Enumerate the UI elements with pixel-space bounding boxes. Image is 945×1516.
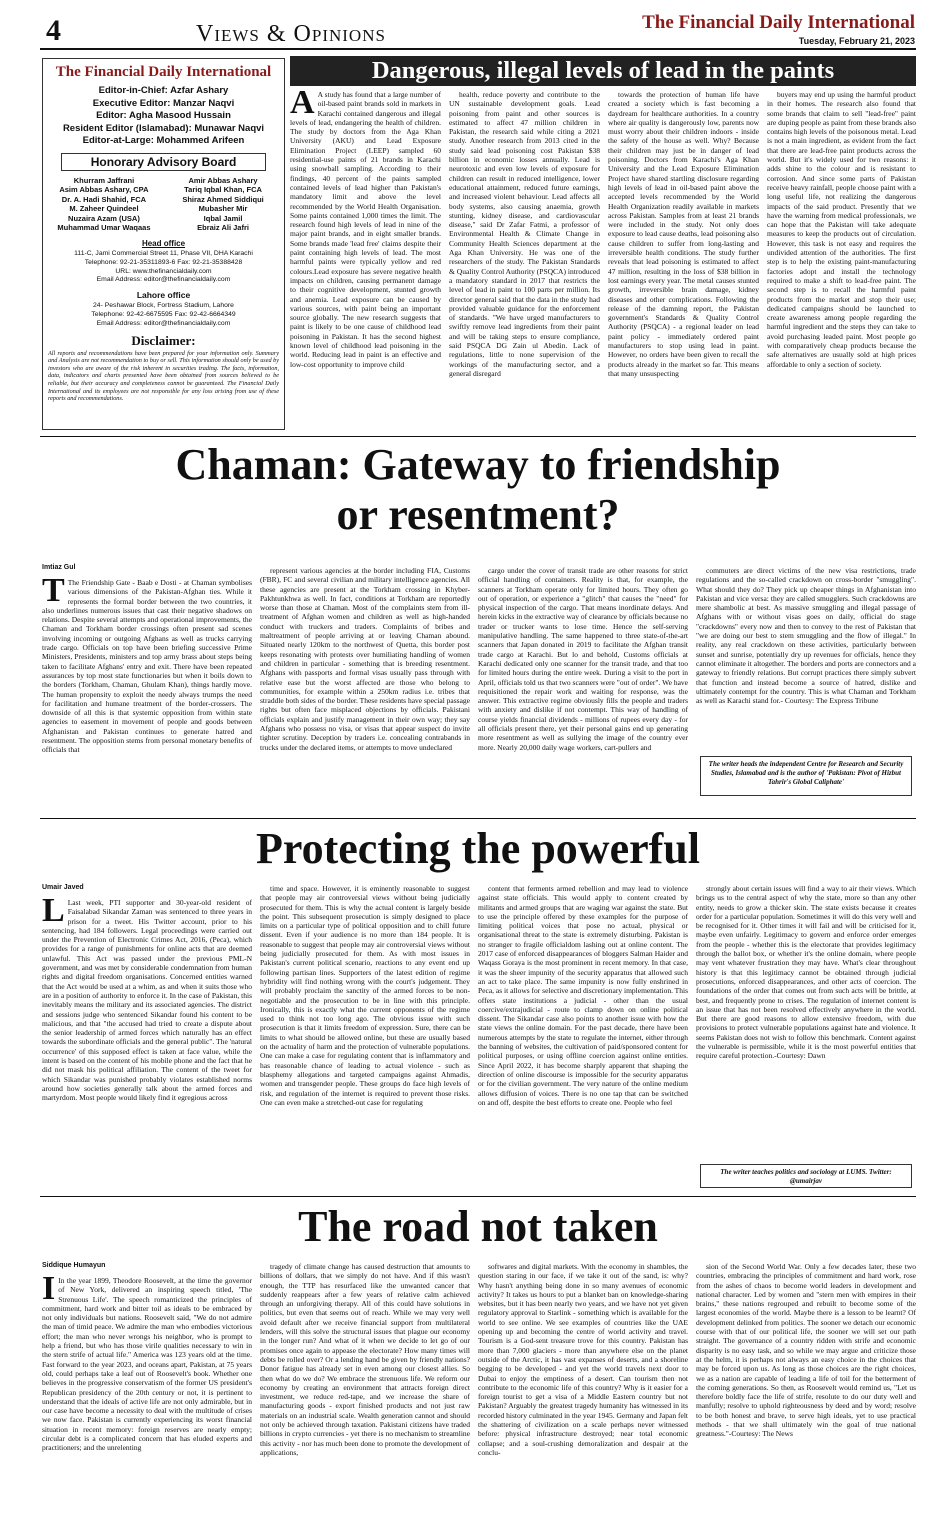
- address-line: Email Address: editor@thefinancialdaily.com: [96, 276, 231, 284]
- chaman-column-1: [42, 578, 252, 816]
- head-office-address: [43, 250, 284, 285]
- address-line: 111-C, Jami Commercial Street 11, Phase VII, DHA Karachi: [74, 250, 253, 258]
- board-member: Khurram Jaffrani: [73, 175, 135, 185]
- editor-line: Editor: Agha Masood Hussain: [96, 110, 231, 121]
- address-line: Email Address: editor@thefinancialdaily.com: [96, 319, 231, 327]
- board-member: Amir Abbas Ashary: [188, 175, 258, 185]
- address-line: Telephone: 92-21-35311893-6 Fax: 92-21-35388428: [84, 258, 243, 266]
- editor-line: Editor-in-Chief: Azfar Ashary: [98, 85, 229, 96]
- disclaimer-text: All reports and recommendations have been prepared for your information only. Summary and Analysis are not recommendation to buy or sell. This information should only be used by investors who are aware of the risk inherent in securities trading. The facts, information, data, indicators and charts presented have been obtained from sources believed to be reliable, but their accuracy and completeness cannot be guaranteed. The Financial Daily International and its employees are not responsible for any loss arising from use of these reports and recommendations.: [48, 349, 279, 403]
- board-right: [168, 176, 278, 234]
- column-text: content that ferments armed rebellion and may lead to violence against state officials. This would apply to content created by militants and armed groups that are waging war against the state. But to use the principle offered by these examples for the purpose of limiting political voices that pose no actual, physical or organisational threat to the state is extremely disturbing. Pakistan is no stranger to fragile officialdom lashing out at online content. The 2017 case of enforced disappearances of bloggers Salman Haider and Waqass Goraya is the most prominent in recent memory. In that case, it was the sheer impunity of the security apparatus that allowed such an act to take place. The same impunity is now fully enshrined in Peca, as it allows for selective and discretionary implementation. This offers state institutions a judicial - other than the usual coercive/extrajudicial - route to clamp down on online political dissent. The Sikandar case also points to another issue with how the state views the online domain. For the past decade, there have been numerous attempts by the state to regulate the internet, either through the banning of websites, the cultivation of paid/sponsored content for political purposes, or using offline coercion against online entities. Since April 2022, it has become sharply apparent that shaping the direction of online discourse is impossible for the security apparatus or for the civilian government. The very nature of the online medium allows diffusion of voices. There is no one tap that can be switched on and off, despite the best efforts to create one. People who feel: [478, 884, 688, 1107]
- editor-list: [43, 85, 284, 148]
- column-text: strongly about certain issues will find a way to air their views. Which brings us to the central aspect of why the state, more so than any other entity, needs to grow a thicker skin. The state exists because it creates order for a particular population. Sometimes it will do this very well and be recognised for it. Other times it will fail and will be criticised for it, maybe even unfairly. Legitimacy to govern and enforce order emerges from the people - whether this is the electorate that provides legitimacy through the ballot box, or whether it's the online domain, where people may vent whatever frustration they may have. What's clear throughout history is that this legitimacy cannot be obtained through judicial prosecutions, enforced disappearances, and other acts of coercion. The foundations of the order that comes out from such acts will be brittle, at best, and frequently prone to crises. The regulation of internet content is an issue that has not been resolved effectively anywhere in the world. But there are good reasons to allow extensive freedom, with due provisions to protect vulnerable populations against hate and violence. It seems Pakistan does not wish to follow this benchmark. Content against the vulnerable is permissible, while it is the most powerful entities that require careful protection.-Courtesy: Dawn: [696, 884, 916, 1061]
- column-text: commuters are direct victims of the new visa restrictions, trade regulations and the so-called crackdown on cross-border "smuggling". What should they do? They pick up cheaper things in Afghanistan into Pakistan and vice versa: they are called smugglers. Such crackdowns are mere shambolic at best. As massive smuggling and illegal passage of Afghans with or without visas goes on daily, official do stage "crackdowns" every now and then to convey to the rest of Pakistan that "we are doing our best to stem smuggling and the flow of illegal." In reality, any real crackdown on these activities, particularly between sunset and sunrise, potentially dry up revenues for officials, hence they cannot eliminate it altogether. The borders and ports are connectors and a gateway to friendly relations. But corrupt practices there simply subvert that function and instead become a source of hatred, dislike and ultimately contempt for the country. This is what Chaman and Torkham as well as Karachi stand for.- Courtesy: The Express Tribune: [696, 566, 916, 706]
- board-member: Asim Abbas Ashary, CPA: [59, 185, 149, 195]
- page-number: 4: [46, 14, 61, 47]
- header-rule: [40, 48, 916, 50]
- advisory-board-title: Honorary Advisory Board: [61, 153, 266, 171]
- board-member: Ebraiz Ali Jafri: [197, 223, 249, 233]
- disclaimer-title: Disclaimer:: [131, 332, 196, 348]
- editor-line: Executive Editor: Manzar Naqvi: [92, 97, 235, 109]
- board-member: Dr. A. Hadi Shahid, FCA: [61, 194, 147, 204]
- column-text: Last week, PTI supporter and 30-year-old resident of Faisalabad Sikandar Zaman was sentenced to three years in prison for a tweet. His Twitter account, prior to his sentencing, had 184 followers. Legal proceedings were carried out under the Prevention of Electronic Crimes Act, 2016, (Peca), which provides for a range of punishments for online acts that are deemed unlawful. This Act was passed under the previous PML-N government, and was met by considerable condemnation from human rights and digital freedom organisations. Concerned entities warned that the Act would be used at a whim, as and when it suits those who are in a position of authority to enforce it. In the case of Pakistan, this inevitably means the military and its associated agencies. The district and sessions judge who sentenced Sikandar found his content to be malicious, and that "the accused had tried to create a dispute about the senior leadership of armed forces which naturally has an effect towards the subordinate officials and the general public". The 'natural occurrence' of this supposed effect is taken at face value, while the intent is based on the content of his mobile phone and the fact that he did not mask his political affiliation. The content of the tweet for which Sikandar was punished probably violates established norms around how societies generally talk about the armed forces and martyrdom. Most people would likely find it egregious across: [42, 898, 252, 1103]
- column-text: A study has found that a large number of oil-based paint brands sold in markets in Karachi contained dangerous and illegal levels of lead, endangering the health of children. The study by doctors from the Aga Khan University (AKU) and Lead Exposure Elimination Project (LEEP) sampled 60 residential-use paints of 21 brands in Karachi using snowball sampling. According to their findings, 40 percent of the paints sampled contained levels of lead higher than Pakistan's mandatory limit and above the level recommended by the World Health Organisation. Some paints contained 1,000 times the limit. The research found high levels of lead in nine of the major paint brands, and in eight smaller brands. Some brands made 'lead free' claims despite their paint containing high levels of lead. The most harmful paints were typically yellow and red colours.Lead exposure has severe negative health impacts on children, causing permanent damage to their cognitive development, stunted growth and anemia. Lead exposure can be caused by various sources, with paint being an important source globally. The new research suggests that paint is likely to be one cause of childhood lead poisoning in Pakistan. It has the second highest known level of childhood lead poisoning in the world. Reducing lead in paint is an effective and low-cost opportunity to improve child: [290, 90, 441, 369]
- address-line: URL: www.thefinancialdaily.com: [115, 267, 212, 275]
- address-line: Telephone: 92-42-6675595 Fax: 92-42-6664349: [91, 311, 236, 319]
- editor-line: Resident Editor (Islamabad): Munawar Naqvi: [62, 122, 265, 134]
- divider: [40, 818, 916, 819]
- road-byline: Siddique Humayun: [42, 1262, 106, 1269]
- editorial-box: [42, 58, 285, 430]
- road-column-3: [478, 1262, 688, 1510]
- road-column-4: [696, 1262, 916, 1510]
- divider: [40, 1196, 916, 1197]
- section-title: Views & Opinions: [196, 21, 386, 47]
- lead-headline: Dangerous, illegal levels of lead in the paints: [290, 56, 916, 86]
- board-member: Mubasher Mir: [198, 204, 248, 214]
- column-text: represent various agencies at the border including FIA, Customs (FBR), FC and several civilian and military intelligence agencies. All these agencies are present at the Torkham crossing in Khyber-Pakhtunkhwa as well. In fact, conditions at Torkham are reportedly worse than those at Chaman. Most of the complaints stem from ill-treatment of Afghan women and children as well as high-handed conduct with truckers and traders. Complaints of bribes and maltreatment of people arriving at or leaving Chaman abound. Situated nearly 120km to the northwest of Quetta, this border post keeps resonating with protests over humiliating handling of women and children in particular - something that is breeding resentment. Afghans with passports and formal visas usually pass through with relative ease but the worst affected are those who belong to communities, for example within a 250km radius i.e. tribes that straddle both sides of the border. These residents have special passage rights but often face misplaced objections by officials. Pakistani officials explain and justify management in their own way; they say Afghans who possess no visa, or visas that appear suspect do invite tighter scrutiny. Deception by traders i.e. concealing contrabands in trucks under the declared items, or attempts to move undeclared: [260, 566, 470, 752]
- issue-date: Tuesday, February 21, 2023: [798, 36, 915, 46]
- advisory-board: [49, 176, 278, 234]
- masthead: The Financial Daily International: [642, 12, 915, 33]
- lead-column-4: [767, 90, 916, 428]
- column-text: time and space. However, it is eminently reasonable to suggest that people may air controversial views without being judicially prosecuted for them. This is why the actual content is largely beside the point. This subsequent prosecution is simply designed to place limits on a particular type of political opposition and to chill future dissent. Even if your audience is no more than 184 people. It is reasonable to suggest that people may air controversial views without being judicially prosecuted for them. As with most issues in Pakistan's current political scenario, reactions to any event end up following partisan lines. Supporters of the latest edition of regime hybridity will find nothing wrong with the court's judgement. They will probably proclaim the sanctity of the armed forces to be non-negotiable and the prosecution to be in line with this principle. Ironically, this is exactly what the current opponents of the regime used to think not too long ago. The obvious issue with such prosecution is that it limits freedom of expression. Sure, there can be limits to what should be allowed online, but these are usually based on the actuality of harm and the protection of vulnerable populations. One can make a case for regulating content that is inflammatory and has reasonable chance of leading to actual violence - such as blasphemy allegations and targeted campaigns against Ahmadis, women and transgender people. These groups do face high levels of risk, and regulation of the internet is required to prevent those risks. One can even make a stretched-out case for regulating: [260, 884, 470, 1107]
- drop-cap: L: [42, 898, 65, 929]
- lead-column-1: [290, 90, 441, 428]
- column-text: towards the protection of human life have created a society which is fast becoming a daydream for healthcare authorities. In a country where air quality is dangerously low, parents now must worry about their children indoors - inside the safety of the house as well. Why? Because their children may just be in danger of lead poisoning. Doctors from Karachi's Aga Khan University and the Lead Exposure Elimination Project have shared startling disclosure regarding high levels of lead in oil-based paint above the accepted levels recommended by the World Health Organization readily available in markets across Pakistan. Samples from at least 21 brands were included in the study. Not only does exposure to lead cause deaths, lead poisoning also cause children to suffer from long-lasting and irreversible health conditions. The study further reveals that lead poisoning is estimated to affect 47 million, resulting in the loss of $38 billion in lost earnings every year. The metal causes stunted growth, irreversible brain damage, kidney diseases and other complications. Following the release of the damning report, the Pakistan government's Standards & Quality Control Authority (PSQCA) - a regional leader on lead paint policy - immediately ordered paint manufacturers to stop using lead in paint. However, no orders have been given to recall the products already in the market so far. This means that many unsuspecting: [608, 90, 759, 378]
- column-text: sion of the Second World War. Only a few decades later, these two countries, embracing the principles of commitment and hard work, rose from the ashes of chaos to become world leaders in development and national character. Led by women and "stern men with empires in their brains," these nations regrouped and rebuilt to become some of the largest economies of the world. Maybe there is a lesson to be learnt? Of development delinked from politics. The sooner we detach our economic course with that of our political life, the sooner we will set our path straight. The governance of a country ridden with strife and economic disparity is no easy task, and so while we may argue and criticize those at the helm, it is perhaps not always an easy choice in the choices that may be forced upon us. As long as those choices are the right choices, we as a nation are capable of leading a life of toil for the betterment of the coming generations. So then, as Roosevelt would remind us, "Let us therefore boldly face the life of strife, resolute to do our duty well and manfully; resolve to uphold righteousness by deed and by word; resolve to be both honest and brave, to serve high ideals, yet to use practical methods - that we shall ultimately win the goal of true national greatness."-Courtesy: The News: [696, 1262, 916, 1439]
- column-text: buyers may end up using the harmful product in their homes. The research also found that some brands that claim to sell "lead-free" paint are duping people as paint from these brands also contains high levels of the poisonous metal. Lead is not a main ingredient, as evident from the fact that there are lead-free paint products across the world. But it's widely used for two reasons: it adds shine to the colour and is resistant to corrosion. And since some parts of Pakistan receive heavy rainfall, people choose paint with a long useful life, not realizing the dangerous impacts of the said product. Presently that we have the warning from medical professionals, we can hope that the Pakistan will take adequate measures to keep the products out of circulation. However, this task is not easy and requires the undivided attention of the authorities. The first step is to help the existing paint-manufacturing factories adopt and install the technology required to make a shift to lead-free paint. The second step is to recall the harmful paint products from the market and stop their use; dedicated campaigns should be launched to create awareness among people regarding the harmful ingredient and the steps they can take to avoid purchasing leaded paint. Most people go with comparatively cheap products because the safe alternatives are usually sold at high prices affordable to only a section of society.: [767, 90, 916, 369]
- lead-column-3: [608, 90, 759, 428]
- head-office-title: Head office: [141, 239, 186, 249]
- powerful-byline: Umair Javed: [42, 884, 84, 891]
- powerful-column-3: [478, 884, 688, 1190]
- powerful-headline: Protecting the powerful: [256, 824, 700, 873]
- lead-column-2: [449, 90, 600, 428]
- address-line: 24- Peshawar Block, Fortress Stadium, Lahore: [93, 302, 234, 310]
- board-member: Iqbal Jamil: [203, 213, 243, 223]
- drop-cap: I: [42, 1276, 56, 1307]
- chaman-author-note: The writer heads the independent Centre for Research and Security Studies, Islamabad and is the author of 'Pakistan: Pivot of Hizbut Tahrir's Global Caliphate': [700, 756, 912, 796]
- powerful-author-note: The writer teaches politics and sociology at LUMS. Twitter: @umairjav: [700, 1164, 912, 1188]
- drop-cap: A: [290, 90, 315, 121]
- board-member: Nuzaira Azam (USA): [68, 213, 140, 223]
- board-member: Shiraz Ahmed Siddiqui: [182, 194, 264, 204]
- lahore-office-title: Lahore office: [136, 290, 191, 301]
- editor-line: Editor-at-Large: Mohammed Arifeen: [82, 135, 245, 146]
- powerful-column-4: [696, 884, 916, 1160]
- editorial-box-title: The Financial Daily International: [55, 64, 272, 80]
- headline-line: Chaman: Gateway to friendship: [175, 440, 781, 489]
- drop-cap: T: [42, 578, 65, 609]
- board-member: M. Zaheer Quindeel: [69, 204, 139, 214]
- road-column-2: [260, 1262, 470, 1510]
- column-text: tragedy of climate change has caused destruction that amounts to billions of dollars, that we simply do not have. And if this wasn't enough, the TTP has resurfaced like the unwanted cancer that suddenly reappears after a few years of relative calm achieved through an unforgiving therapy. All of this could have solutions in politics, but even that seems out of reach. While we may very well avoid default after we receive financial support from multilateral lenders, will this solve the structural issues that plague our economy in the longer run? And what of it when we decide to let go of our promises once again to appease the electorate? How many times will debts be rolled over? Or a lending hand be given by friendly nations? Donor fatigue has already set in even among our closest allies. So then what do we do? We embrace the strenuous life. We reform our economy by creating an environment that attracts foreign direct investment, we reduce red-tape, and we increase the share of manufacturing goods - export finished products and not just raw materials on an industrial scale. Wealth generation cannot and should not only be achieved through taxation. Pakistani citizens have traded billions in crypto currencies - yet there is no mechanism to streamline this activity - nor has much been done to promote the development of applications,: [260, 1262, 470, 1457]
- chaman-headline: [40, 440, 916, 540]
- powerful-column-1: [42, 898, 252, 1190]
- column-text: health, reduce poverty and contribute to the UN sustainable development goals. Lead poisoning from paint and other sources is estimated to affect 47 million children in Pakistan, the research said while citing a 2021 study. Another research from 2013 cited in the study said lead poisoning cost Pakistan $38 billion in economic losses annually. Lead is neurotoxic and even low levels of exposure for children can result in reduced intelligence, lower educational attainment, reduced future earnings, and increased violent behaviour. Lead affects all body systems, also causing anaemia, growth stunting, kidney disease, and cardiovascular disease," said Dr Zafar Fatmi, a professor of Environmental Health & Climate Change in Community Health Sciences department at the Aga Khan University. He was one of the researchers of the study. The Pakistan Standards & Quality Control Authority (PSQCA) introduced a mandatory standard in 2017 that restricts the level of lead in paint to 100 parts per million. Its director general said that the data in the study had provided valuable guidance for the enforcement of standards. "We have urged manufacturers to swiftly remove lead ingredients from their paint and will be taking steps to ensure compliance, said PSQCA DG Zain ul Abedin. Lack of regulations, little to none supervision of the workings of the manufacturing sector, and a general disregard: [449, 90, 600, 378]
- column-text: The Friendship Gate - Baab e Dosti - at Chaman symbolises various dimensions of the Pakistan-Afghan ties. While it represents the formal border between the two countries, it also underlines numerous issues that cast their negative shadows on relations. Despite several attempts and operational improvements, the Chaman and Torkham border crossings often present sad scenes involving incoming or outgoing Afghans as well as trucks carrying trade cargo. Officials on top have been briefing successive Prime Ministers, Presidents, ministers and top army brass about steps being taken to facilitate Afghans' entry and exit. There have been repeated assurances by top most state functionaries but when it boils down to the borders (Torkham, Chaman, Ghulam Khan), things hardly move. The human propensity to exploit the needy always trumps the need for facilitation and humane treatment of the border-crossers. The downside of all this is that systemic opposition from within state agencies to easement in movement of people and goods between Afghanistan and Pakistan continues to generate hatred and resentment. The opposition stems from personal monetary benefits of officials that: [42, 578, 252, 755]
- powerful-column-2: [260, 884, 470, 1190]
- column-text: cargo under the cover of transit trade are other reasons for strict official handling of containers. Reality is that, for example, the scanners at Torkham operate only for limited hours. They often go out of operation, or experience a "glitch" that causes the "need" for physical inspection of the cargo. That means inordinate delays. And herein kicks in the extractive way of clearance by officials because no trader or trucker wants to lose time. Hence the self-serving manipulative handling. The same happened to three state-of-the-art scanners that Japan donated in 2019 to facilitate the Afghan transit trade cargo at Karachi. But lo and behold, Customs officials at Karachi dedicated only one scanner for the transit trade, and that too for limited hours during the entire week. During a visit to the port in April, officials told us that two scanners were "out of order". We have requisitioned the repair work and waiting for response, was the answer. This extractive regime obviously fills the people and traders with anxiety and dislike if not contempt. This way of handling of course yields financial dividends - millions of rupees every day - for all officials present there, yet their personal gains end up generating more resentment as well as sullying the image of the country ever more. Nearly 20,000 daily wage workers, cart-pullers and: [478, 566, 688, 752]
- headline-line: or resentment?: [336, 490, 620, 539]
- road-headline: The road not taken: [298, 1202, 658, 1251]
- column-text: softwares and digital markets. With the economy in shambles, the question staring in our face, if we take it out of the sand, is: why? Why hasn't anything being done in so many avenues of economic activity? It takes us hours to put a blanket ban on knowledge-sharing websites, but it has been nearly two years, and we have not yet given regulatory approval to Starlink - something which is available for the world to see online. We see examples of countries like the UAE opening up and becoming the centre of world activity and travel. Tourism is a God-sent treasure trove for this country. Pakistan has more than 7,000 glaciers - more than anywhere else on the planet outside of the Arctic, it has vast expanses of deserts, and a shoreline begging to be developed - and yet the world travels next door to Dubai to enjoy the emptiness of a desert. Can tourism then not contribute to the economic life of this country? Why is it easier for a foreign tourist to get a visa of a Middle Eastern country but not Pakistan? Arguably the greatest tragedy humanity has witnessed in its recorded history culminated in the year 1945. Germany and Japan felt the shattering of civilization on a scale perhaps never witnessed before: physical infrastructure destroyed; near total economic collapse; and a soul-crushing demoralization and despair at the conclu-: [478, 1262, 688, 1457]
- board-left: [49, 176, 159, 234]
- board-member: Muhammad Umar Waqaas: [57, 223, 151, 233]
- chaman-column-2: [260, 566, 470, 816]
- road-column-1: [42, 1276, 252, 1510]
- lahore-office-address: [43, 302, 284, 328]
- board-member: Tariq Iqbal Khan, FCA: [184, 185, 262, 195]
- chaman-byline: Imtiaz Gul: [42, 564, 76, 571]
- column-text: In the year 1899, Theodore Roosevelt, at the time the governor of New York, delivered an inspiring speech titled, 'The Strenuous Life'. The speech romanticized the principles of commitment, hard work and bitter toil as ideals to be embraced by not only individuals but nations. Roosevelt said, "We do not admire the man of timid peace. We admire the man who embodies victorious effort; the man who never wrongs his neighbor, who is prompt to help a friend, but who has those virile qualities necessary to win in the stern strife of actual life." America was 123 years old at the time. Fast forward to the year 2023, and oceans apart, Pakistan, at 75 years old, could perhaps take a leaf out of Roosevelt's book. Whether one believes in the progressive conservatism of the former US president's Republican presidency of the 20th century or not, it is pertinent to understand that the ideals of active life are not only admirable, but in our case have become a necessity to deal with the multitude of crises we now face. Pakistan is currently experiencing its worst financial situation in recent memory: foreign reserves are nearly empty; circular debt is a complicated concern that has eluded experts and practitioners; and the unrelenting: [42, 1276, 252, 1453]
- chaman-column-4: [696, 566, 916, 752]
- chaman-column-3: [478, 566, 688, 816]
- divider: [40, 436, 916, 437]
